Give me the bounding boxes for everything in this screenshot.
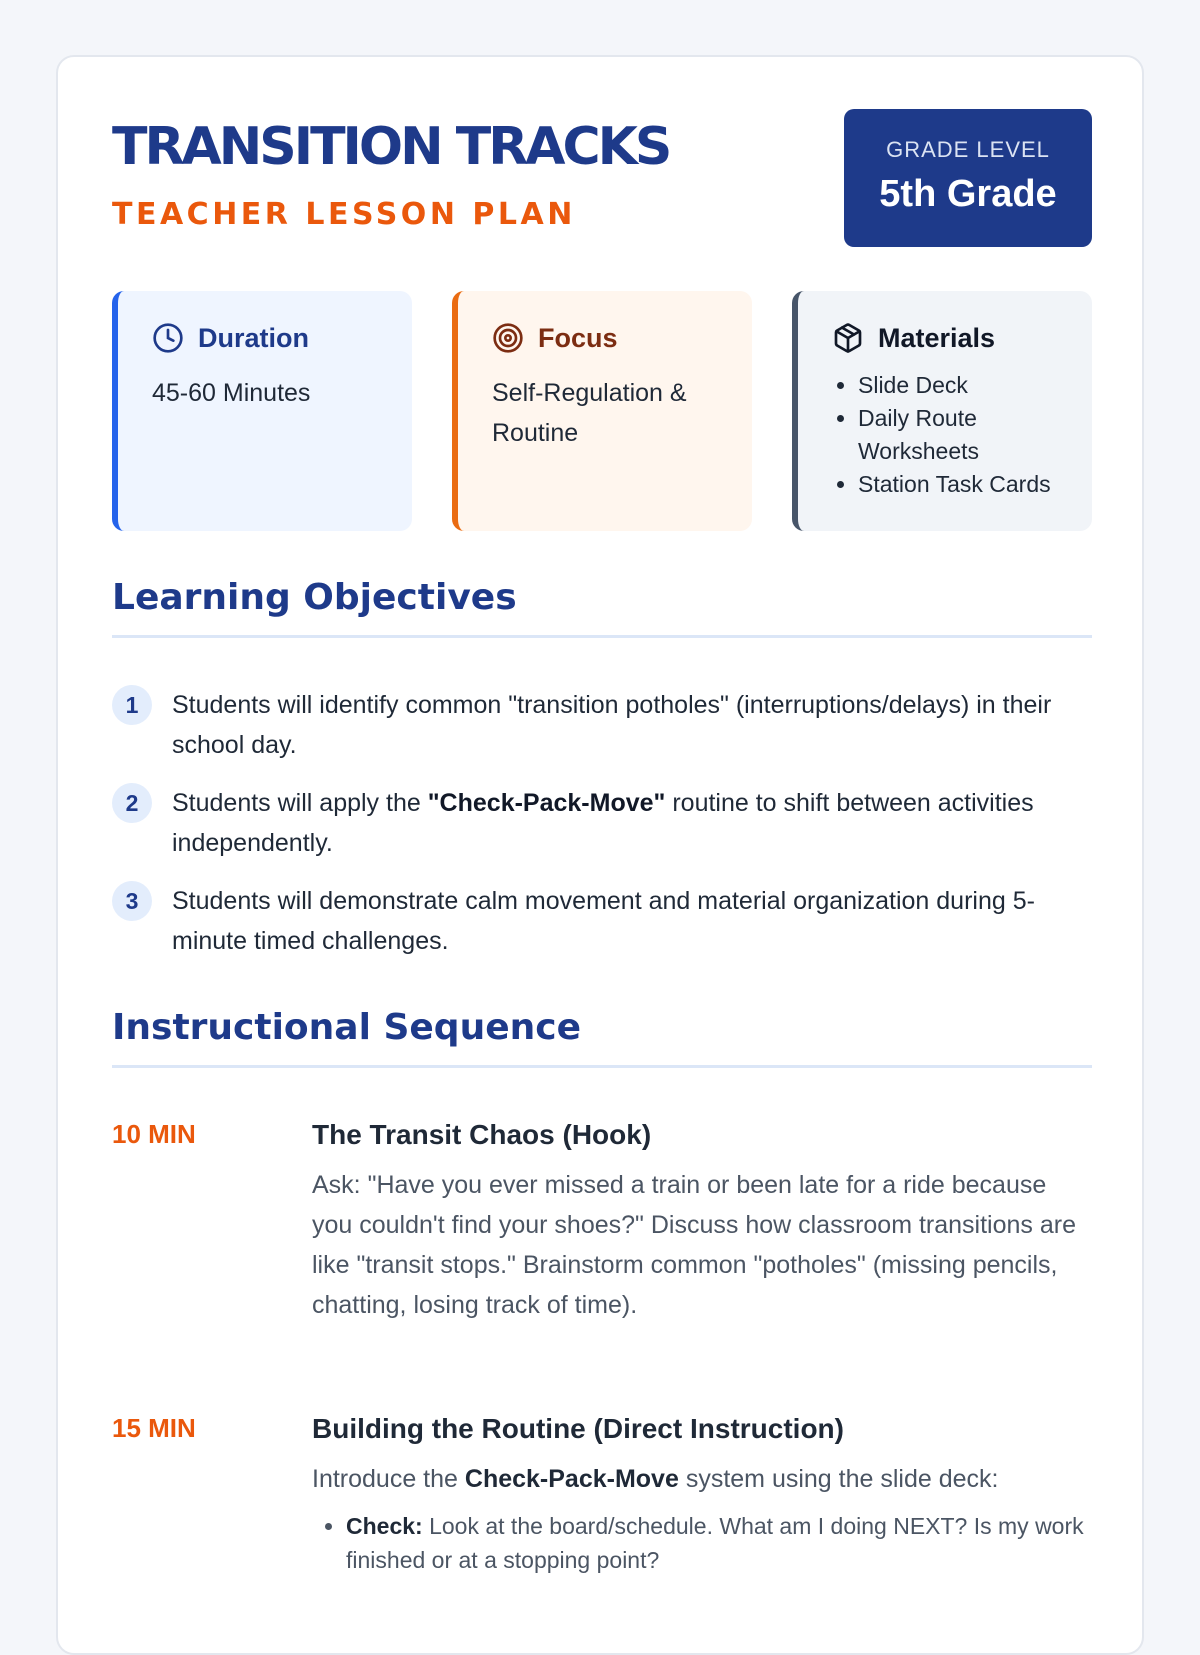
objectives-list: [112, 685, 1092, 979]
step-title: The Transit Chaos (Hook): [312, 1119, 652, 1150]
materials-list: [832, 369, 1072, 501]
step-bullet: [346, 1509, 1092, 1577]
info-cards: [112, 291, 1092, 531]
step-bullets: [312, 1509, 1092, 1577]
grade-level-value: 5th Grade: [879, 173, 1057, 215]
materials-item: • Station Task Cards: [858, 468, 1072, 501]
materials-card: [792, 291, 1092, 531]
header: [112, 109, 1092, 249]
target-icon: [492, 322, 524, 354]
grade-level-label: GRADE LEVEL: [886, 137, 1050, 162]
step-routine-name: Check-Pack-Move: [464, 1465, 679, 1493]
clock-icon: [152, 322, 184, 354]
step-description: [312, 1459, 1092, 1499]
objective-text: [172, 783, 1052, 863]
duration-card: [112, 291, 412, 531]
objective-number: 1: [112, 685, 152, 725]
focus-title: Focus: [538, 322, 618, 353]
bullet-label: Check:: [346, 1513, 423, 1539]
step-content: [312, 1413, 1092, 1577]
page-title: TRANSITION TRACKS: [112, 117, 670, 177]
materials-item: • Daily Route Worksheets: [858, 402, 1072, 468]
page-subtitle: TEACHER LESSON PLAN: [112, 197, 576, 232]
step-description-part: Introduce the: [312, 1465, 465, 1493]
box-icon: [832, 322, 864, 354]
objective-number: 2: [112, 783, 152, 823]
focus-value: Self-Regulation & Routine: [492, 379, 687, 447]
grade-level-badge: [844, 109, 1092, 247]
duration-value: 45-60 Minutes: [152, 379, 311, 407]
lesson-plan-card: [56, 55, 1144, 1655]
step-time: 10 MIN: [112, 1119, 196, 1149]
objective-text-part: Students will apply the: [172, 789, 428, 817]
objective-text: Students will identify common "transition potholes" (interruptions/delays) in their school day.: [172, 691, 1052, 759]
step-time: 15 MIN: [112, 1413, 196, 1443]
step-title: Building the Routine (Direct Instruction): [312, 1413, 844, 1444]
step-content: [312, 1119, 1092, 1325]
objective-number: 3: [112, 881, 152, 921]
duration-title: Duration: [198, 322, 309, 353]
objective-item: [112, 881, 1092, 961]
objectives-heading: Learning Objectives: [112, 573, 1092, 638]
objective-routine-name: "Check-Pack-Move": [427, 789, 666, 817]
objective-item: [112, 783, 1092, 863]
objective-text-part: routine to shift between activities independently.: [172, 789, 1034, 857]
focus-card: [452, 291, 752, 531]
sequence-heading: Instructional Sequence: [112, 1003, 1092, 1068]
step-description: Ask: "Have you ever missed a train or been late for a ride because you couldn't find your shoes?" Discuss how classroom transitions are like "transit stops." Brainstorm common "potholes" (missing pencils, chatting, losing track of time).: [312, 1171, 1077, 1319]
materials-title: Materials: [878, 322, 996, 353]
objective-text: Students will demonstrate calm movement and material organization during 5-minute timed challenges.: [172, 887, 1035, 955]
objective-item: [112, 685, 1092, 765]
materials-item: • Slide Deck: [858, 369, 1072, 402]
step-description-part: system using the slide deck:: [678, 1465, 999, 1493]
bullet-text: Look at the board/schedule. What am I doing NEXT? Is my work finished or at a stopping point?: [346, 1513, 1084, 1573]
